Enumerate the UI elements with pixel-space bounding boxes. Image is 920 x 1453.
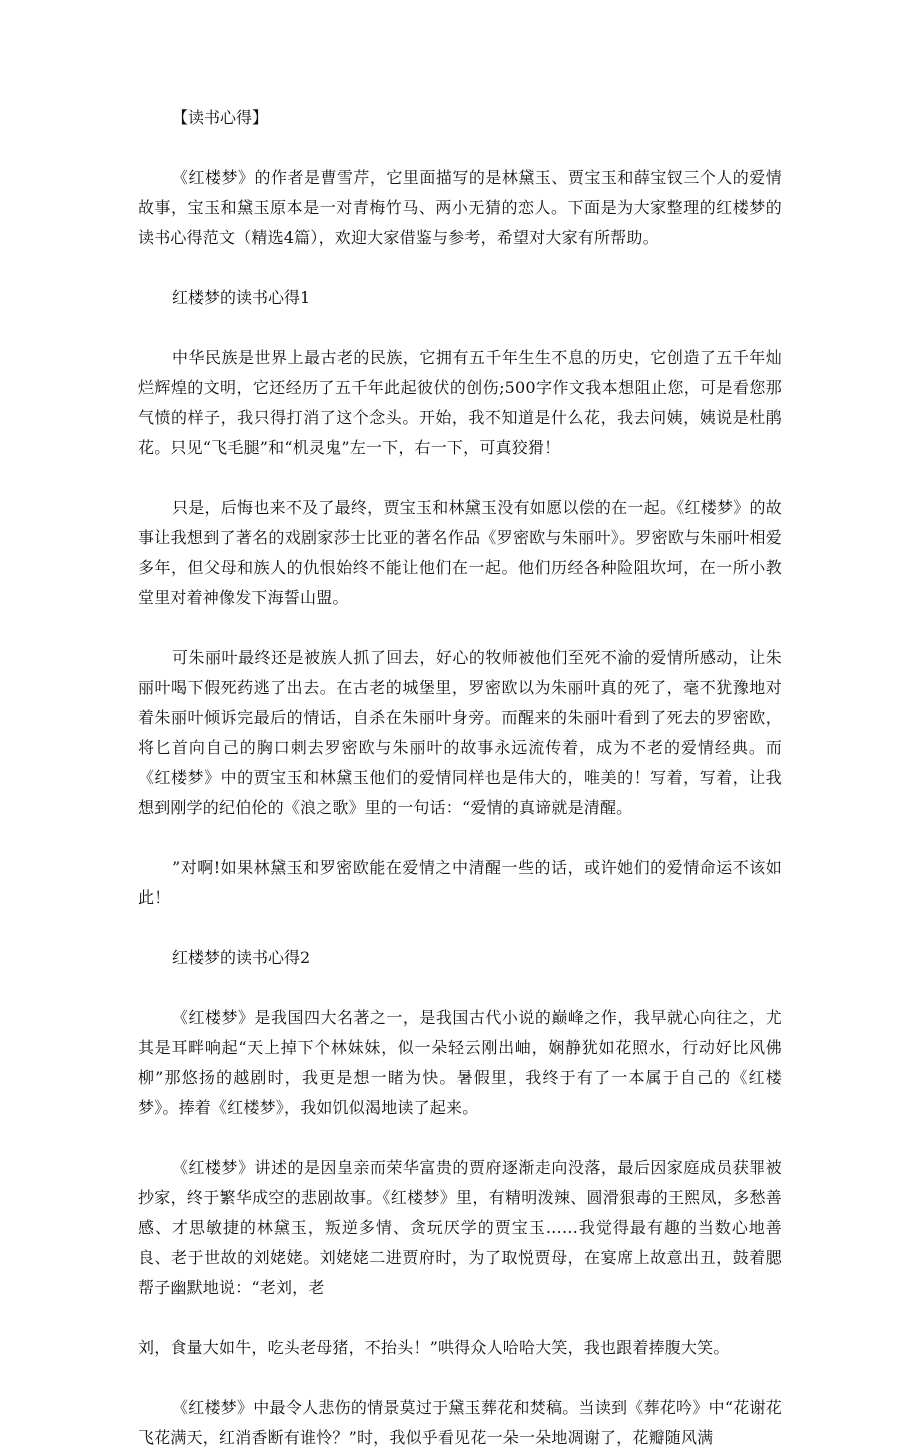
article-2-paragraph-1: 《红楼梦》是我国四大名著之一，是我国古代小说的巅峰之作，我早就心向往之，尤其是耳畔响起“天上掉下个林妹妹，似一朵轻云刚出岫，娴静犹如花照水，行动好比风佛柳”那悠扬的越剧时，我更是想一睹为快。暑假里，我终于有了一本属于自己的《红楼梦》。捧着《红楼梦》，我如饥似渴地读了起来。: [138, 1008, 782, 1117]
intro-paragraph: 《红楼梦》的作者是曹雪芹，它里面描写的是林黛玉、贾宝玉和薛宝钗三个人的爱情故事，宝玉和黛玉原本是一对青梅竹马、两小无猜的恋人。下面是为大家整理的红楼梦的读书心得范文（精选4篇），欢迎大家借鉴与参考，希望对大家有所帮助。: [138, 168, 782, 247]
article-1-paragraph-4: ”对啊!如果林黛玉和罗密欧能在爱情之中清醒一些的话，或许她们的爱情命运不该如此！: [138, 858, 782, 907]
article-2-paragraph-3: 刘，食量大如牛，吃头老母猪，不抬头！”哄得众人哈哈大笑，我也跟着捧腹大笑。: [138, 1338, 730, 1357]
article-1-paragraph-3: 可朱丽叶最终还是被族人抓了回去，好心的牧师被他们至死不渝的爱情所感动，让朱丽叶喝下假死药逃了出去。在古老的城堡里，罗密欧以为朱丽叶真的死了，毫不犹豫地对着朱丽叶倾诉完最后的情话，自杀在朱丽叶身旁。而醒来的朱丽叶看到了死去的罗密欧，将匕首向自己的胸口刺去罗密欧与朱丽叶的故事永远流传着，成为不老的爱情经典。而《红楼梦》中的贾宝玉和林黛玉他们的爱情同样也是伟大的，唯美的！写着，写着，让我想到刚学的纪伯伦的《浪之歌》里的一句话：“爱情的真谛就是清醒。: [138, 648, 782, 817]
article-1-paragraph-2: 只是，后悔也来不及了最终，贾宝玉和林黛玉没有如愿以偿的在一起。《红楼梦》的故事让我想到了著名的戏剧家莎士比亚的著名作品《罗密欧与朱丽叶》。罗密欧与朱丽叶相爱多年，但父母和族人的仇恨始终不能让他们在一起。他们历经各种险阻坎坷，在一所小教堂里对着神像发下海誓山盟。: [138, 498, 782, 607]
article-heading-1: 红楼梦的读书心得1: [172, 288, 311, 307]
article-1-paragraph-1: 中华民族是世界上最古老的民族，它拥有五千年生生不息的历史，它创造了五千年灿烂辉煌的文明，它还经历了五千年此起彼伏的创伤;500字作文我本想阻止您，可是看您那气愤的样子，我只得打消了这个念头。开始，我不知道是什么花，我去问姨，姨说是杜鹃花。只见“飞毛腿”和“机灵鬼”左一下，右一下，可真狡猾！: [138, 348, 782, 457]
article-heading-2: 红楼梦的读书心得2: [172, 948, 311, 967]
section-label: 【读书心得】: [172, 108, 269, 127]
article-2-paragraph-2: 《红楼梦》讲述的是因皇亲而荣华富贵的贾府逐渐走向没落，最后因家庭成员获罪被抄家，终于繁华成空的悲剧故事。《红楼梦》里，有精明泼辣、圆滑狠毒的王熙凤，多愁善感、才思敏捷的林黛玉，叛逆多情、贪玩厌学的贾宝玉……我觉得最有趣的当数心地善良、老于世故的刘姥姥。刘姥姥二进贾府时，为了取悦贾母，在宴席上故意出丑，鼓着腮帮子幽默地说：“老刘，老: [138, 1158, 782, 1297]
document-body: [138, 103, 782, 1453]
article-2-paragraph-4: 《红楼梦》中最令人悲伤的情景莫过于黛玉葬花和焚稿。当读到《葬花吟》中“花谢花飞花满天，红消香断有谁怜？”时，我似乎看见花一朵一朵地凋谢了，花瓣随风满: [138, 1398, 782, 1447]
